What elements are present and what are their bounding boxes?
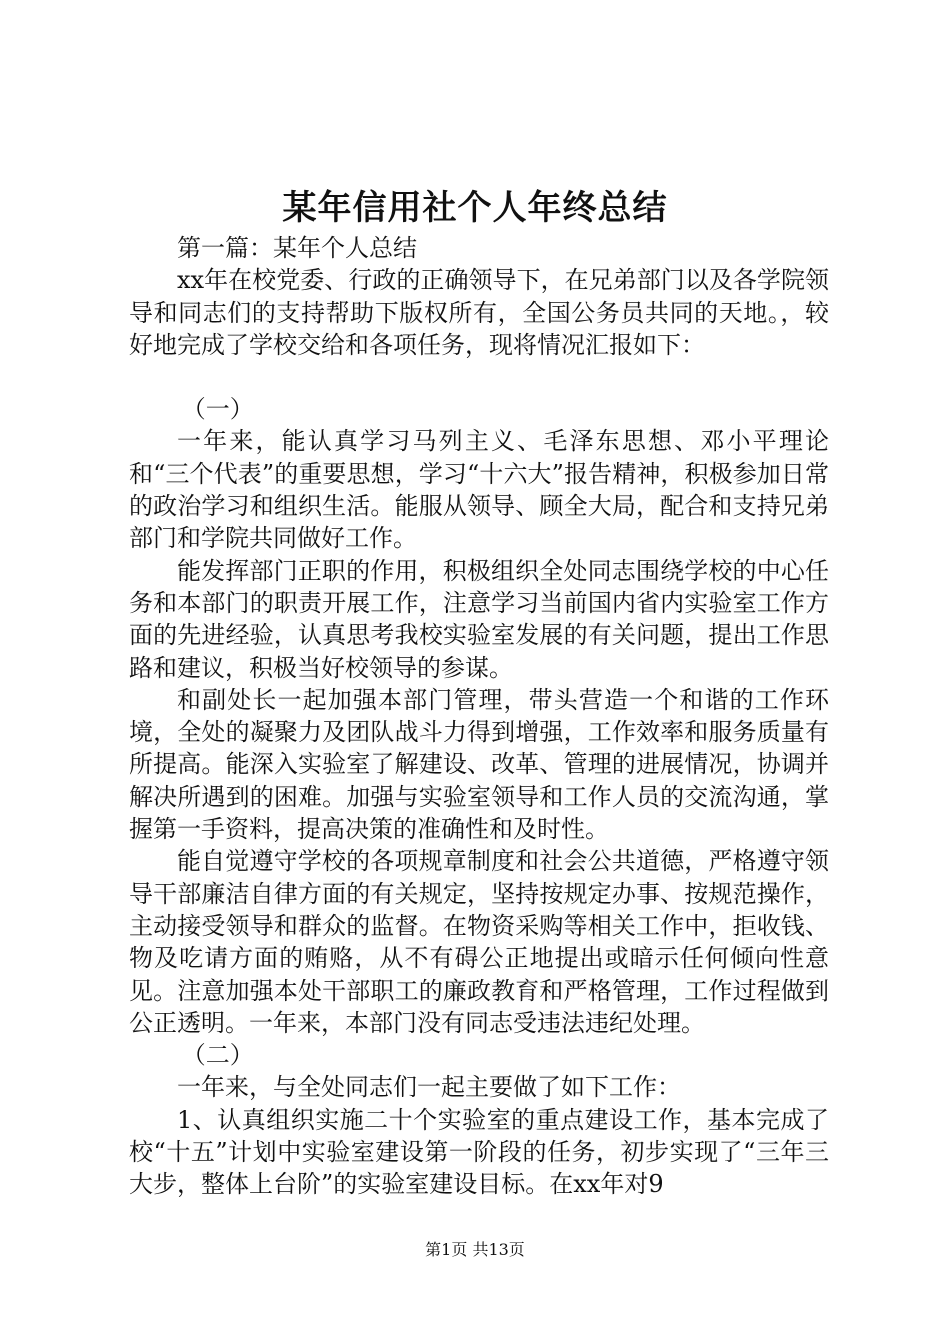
chapter-heading: 第一篇：某年个人总结 bbox=[177, 234, 417, 262]
section-label-1: （一） bbox=[181, 395, 254, 424]
intro-paragraph: xx年在校党委、行政的正确领导下，在兄弟部门以及各学院领导和同志们的支持帮助下版权所有，全国公务员共同的天地。，较好地完成了学校交给和各项任务，现将情况汇报如下： bbox=[129, 266, 829, 359]
section1-paragraph: 一年来，能认真学习马列主义、毛泽东思想、邓小平理论和“三个代表”的重要思想，学习“十六大”报告精神，积极参加日常的政治学习和组织生活。能服从领导、顾全大局，配合和支持兄弟部门和学院共同做好工作。 bbox=[129, 427, 829, 553]
document-body bbox=[129, 232, 829, 1201]
section1-paragraph: 能自觉遵守学校的各项规章制度和社会公共道德，严格遵守领导干部廉洁自律方面的有关规定，坚持按规定办事、按规范操作，主动接受领导和群众的监督。在物资采购等相关工作中，拒收钱、物及吃请方面的贿赂，从不有碍公正地提出或暗示任何倾向性意见。注意加强本处干部职工的廉政教育和严格管理，工作过程做到公正透明。一年来，本部门没有同志受违法违纪处理。 bbox=[129, 847, 829, 1037]
section-label-2: （二） bbox=[181, 1041, 254, 1070]
section1-paragraph: 和副处长一起加强本部门管理，带头营造一个和谐的工作环境，全处的凝聚力及团队战斗力得到增强，工作效率和服务质量有所提高。能深入实验室了解建设、改革、管理的进展情况，协调并解决所遇到的困难。加强与实验室领导和工作人员的交流沟通，掌握第一手资料，提高决策的准确性和及时性。 bbox=[129, 685, 829, 844]
document-title: 某年信用社个人年终总结 bbox=[282, 188, 668, 228]
section2-item: 1、认真组织实施二十个实验室的重点建设工作，基本完成了校“十五”计划中实验室建设第一阶段的任务，初步实现了“三年三大步，整体上台阶”的实验室建设目标。在xx年对9 bbox=[129, 1105, 829, 1199]
blank-line bbox=[129, 361, 829, 393]
section1-paragraph: 能发挥部门正职的作用，积极组织全处同志围绕学校的中心任务和本部门的职责开展工作，注意学习当前国内省内实验室工作方面的先进经验，认真思考我校实验室发展的有关问题，提出工作思路和建议，积极当好校领导的参谋。 bbox=[129, 556, 829, 682]
page-indicator: 第1页 共13页 bbox=[425, 1240, 525, 1259]
section2-intro: 一年来，与全处同志们一起主要做了如下工作： bbox=[177, 1073, 681, 1102]
